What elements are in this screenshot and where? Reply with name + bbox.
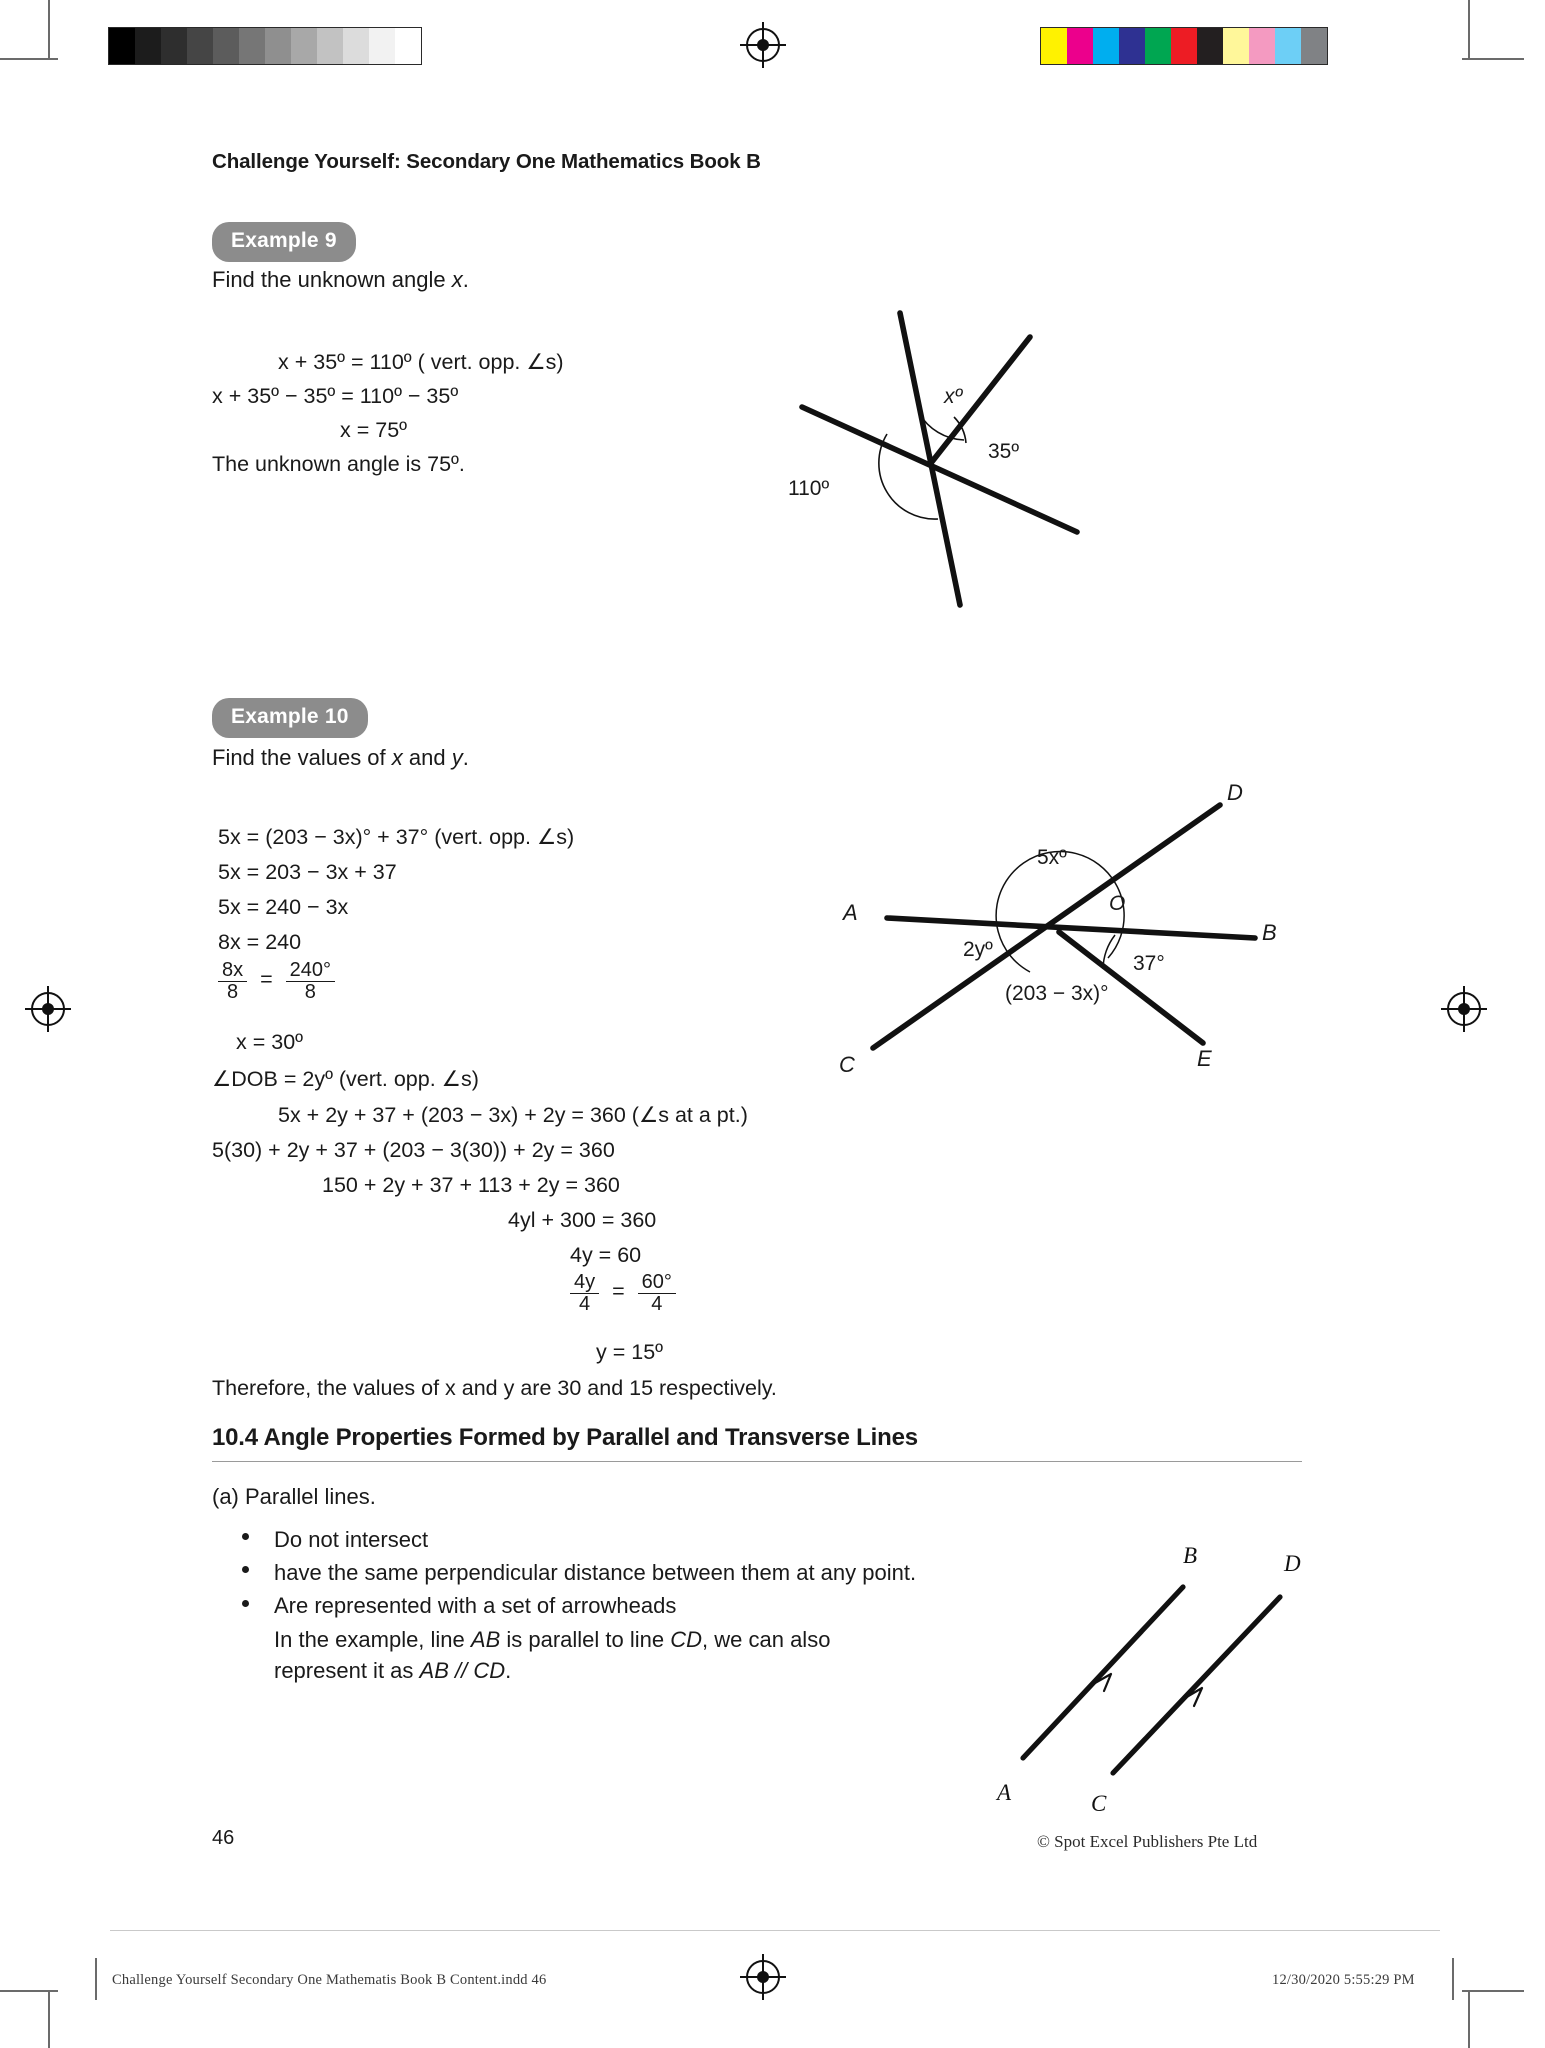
example-10-label-B: B — [1262, 920, 1277, 945]
example-10-line-AB — [887, 918, 1255, 938]
parallel-label-C: C — [1091, 1791, 1107, 1816]
parallel-segment-AB — [1023, 1587, 1183, 1758]
example-10-label-37: 37° — [1133, 952, 1165, 975]
note-line-2-period: . — [505, 1657, 512, 1683]
example-10-label-D: D — [1227, 780, 1243, 805]
fraction-2-right-denominator: 4 — [638, 1293, 676, 1315]
example-10-label-2y: 2yº — [963, 938, 993, 961]
example-10-step-1: 5x = (203 − 3x)° + 37° (vert. opp. ∠s) — [218, 825, 575, 849]
example-10-line-CD — [873, 805, 1220, 1048]
fraction-1-right — [286, 960, 335, 1003]
slug-right-rule — [1452, 1958, 1454, 2000]
example-10-step-8: 4yl + 300 = 360 — [508, 1208, 657, 1232]
note-line-1-part-a: In the example, line — [274, 1626, 471, 1652]
example-10-prompt-and: and — [402, 745, 452, 770]
example-9-label-110: 110º — [788, 477, 830, 500]
section-heading-10-4: 10.4 Angle Properties Formed by Parallel and Transverse Lines — [212, 1424, 1302, 1462]
running-head-book-title: Challenge Yourself: Secondary One Mathematics Book B — [212, 150, 761, 173]
example-9-label-35: 35º — [988, 440, 1020, 463]
example-10-step-7: 150 + 2y + 37 + 113 + 2y = 360 — [322, 1173, 620, 1197]
example-10-step-6: 5(30) + 2y + 37 + (203 − 3(30)) + 2y = 360 — [212, 1138, 615, 1162]
section-intro-parallel-lines: (a) Parallel lines. — [212, 1484, 376, 1509]
example-10-prompt — [212, 745, 469, 771]
bullet-dot-icon — [242, 1533, 249, 1540]
example-10-fraction-2 — [570, 1272, 676, 1315]
bullet-text-2: have the same perpendicular distance between them at any point. — [274, 1560, 917, 1586]
bullet-text-3: Are represented with a set of arrowheads — [274, 1593, 677, 1619]
parallel-label-D: D — [1284, 1551, 1301, 1576]
fraction-2-left-denominator: 4 — [570, 1293, 599, 1315]
example-9-label-x: xº — [944, 385, 963, 408]
example-10-label-A: A — [843, 900, 858, 925]
fraction-1-left-denominator: 8 — [218, 981, 247, 1003]
parallel-label-A: A — [997, 1780, 1012, 1805]
parallel-notation-note-line-2 — [274, 1655, 972, 1686]
slug-filename: Challenge Yourself Secondary One Mathematis Book B Content.indd 46 — [112, 1972, 547, 1988]
copyright-notice: © Spot Excel Publishers Pte Ltd — [1037, 1832, 1258, 1851]
example-10-y-result: y = 15º — [596, 1340, 664, 1364]
fraction-1-left — [218, 960, 247, 1003]
example-10-label-5x: 5xº — [1037, 846, 1067, 869]
fraction-2-right-numerator: 60° — [641, 1271, 672, 1293]
parallel-segment-CD — [1113, 1597, 1280, 1773]
note-line-2-notation: AB // CD — [419, 1657, 506, 1683]
slug-left-rule — [95, 1958, 97, 2000]
example-10-dob-line: ∠DOB = 2yº (vert. opp. ∠s) — [212, 1067, 479, 1091]
page-number: 46 — [212, 1827, 235, 1849]
parallel-lines-figure — [985, 1515, 1315, 1825]
example-10-label-203-3x: (203 − 3x)° — [1005, 982, 1109, 1005]
example-10-badge: Example 10 — [212, 698, 368, 738]
fraction-1-right-denominator: 8 — [286, 981, 335, 1003]
parallel-label-B: B — [1183, 1543, 1198, 1568]
example-10-label-E: E — [1197, 1046, 1212, 1071]
example-9-step-3: x = 75º — [340, 418, 408, 442]
note-line-2-part-a: represent it as — [274, 1657, 420, 1683]
example-9-steep-line — [900, 313, 963, 605]
example-9-prompt-text: Find the unknown angle — [212, 267, 452, 292]
note-line-1-AB: AB — [470, 1626, 501, 1652]
example-9-step-1: x + 35º = 110º ( vert. opp. ∠s) — [278, 350, 564, 374]
example-10-step-9: 4y = 60 — [570, 1243, 642, 1267]
example-10-label-C: C — [839, 1052, 855, 1077]
example-10-step-4: 8x = 240 — [218, 930, 302, 954]
fraction-1-left-numerator: 8x — [222, 959, 244, 981]
example-10-step-2: 5x = 203 − 3x + 37 — [218, 860, 397, 884]
list-item — [212, 1524, 972, 1555]
example-10-x-result: x = 30º — [236, 1030, 304, 1054]
example-9-prompt — [212, 267, 469, 293]
example-10-fraction-1 — [218, 960, 335, 1003]
note-line-1-part-c: is parallel to line — [500, 1626, 671, 1652]
example-10-prompt-text: Find the values of — [212, 745, 392, 770]
parallel-notation-note — [274, 1624, 972, 1655]
fraction-1-equals: = — [260, 967, 273, 992]
list-item — [212, 1590, 972, 1686]
example-10-label-O: O — [1109, 892, 1126, 915]
note-line-1-part-e: , we can also — [702, 1626, 831, 1652]
fraction-2-right — [638, 1272, 676, 1315]
fraction-1-right-numerator: 240° — [289, 959, 332, 981]
parallel-lines-bullet-list — [212, 1524, 972, 1688]
example-10-prompt-variable-x: x — [391, 745, 403, 770]
list-item — [212, 1557, 972, 1588]
bullet-text-1: Do not intersect — [274, 1527, 429, 1552]
slug-divider-line — [110, 1930, 1440, 1931]
note-line-1-CD: CD — [670, 1626, 703, 1652]
example-9-prompt-variable: x — [451, 267, 463, 292]
example-10-step-5: 5x + 2y + 37 + (203 − 3x) + 2y = 360 (∠s at a pt.) — [278, 1103, 748, 1127]
example-9-badge: Example 9 — [212, 222, 356, 262]
example-9-figure — [790, 295, 1130, 615]
example-10-prompt-period: . — [462, 745, 469, 770]
example-9-conclusion: The unknown angle is 75º. — [212, 452, 465, 476]
fraction-2-left — [570, 1272, 599, 1315]
example-9-prompt-period: . — [462, 267, 469, 292]
example-10-figure — [815, 760, 1285, 1090]
example-9-step-2: x + 35º − 35º = 110º − 35º — [212, 384, 459, 408]
example-10-prompt-variable-y: y — [451, 745, 463, 770]
fraction-2-left-numerator: 4y — [574, 1271, 596, 1293]
example-10-step-3: 5x = 240 − 3x — [218, 895, 349, 919]
slug-timestamp: 12/30/2020 5:55:29 PM — [1272, 1972, 1415, 1988]
fraction-2-equals: = — [612, 1279, 625, 1304]
example-10-conclusion: Therefore, the values of x and y are 30 and 15 respectively. — [212, 1376, 777, 1400]
bullet-dot-icon — [242, 1600, 249, 1607]
bullet-dot-icon — [242, 1566, 249, 1573]
